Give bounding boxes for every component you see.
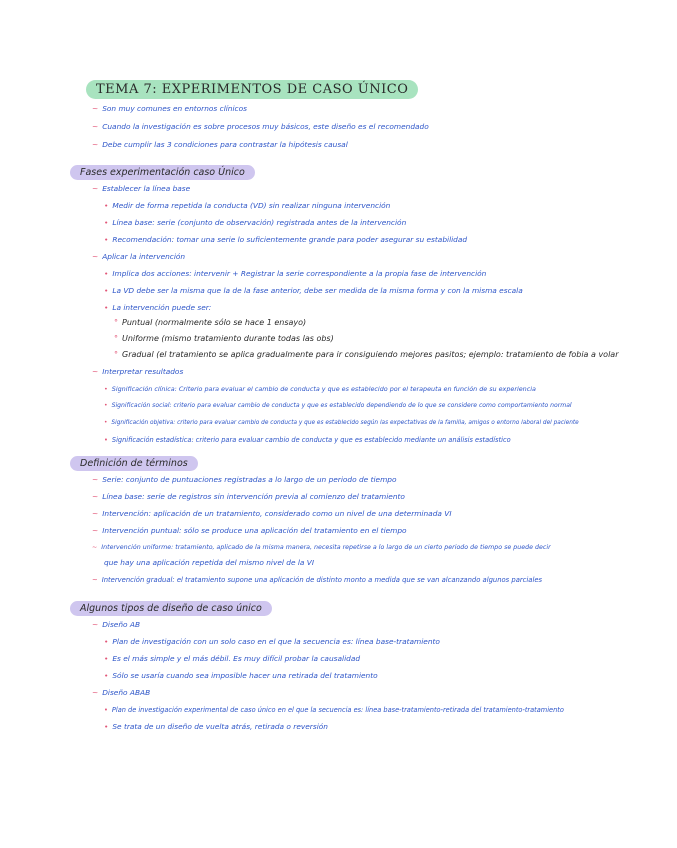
section-title-definicion: Definición de términos [70,456,198,471]
list-item: ~ Línea base: serie de registros sin intervención previa al comienzo del tratamiento [92,492,405,501]
list-item: • La VD debe ser la misma que la de la fase anterior, debe ser medida de la misma forma y con la misma escala [104,286,523,295]
list-item: ~ Diseño ABAB [92,688,151,697]
list-item: • La intervención puede ser: [104,303,212,312]
section-title-tipos: Algunos tipos de diseño de caso único [70,601,272,616]
intro-line: ~ Cuando la investigación es sobre procesos muy básicos, este diseño es el recomendado [92,122,429,131]
section-title-fases: Fases experimentación caso Único [70,165,255,180]
list-item: • Plan de investigación con un solo caso en el que la secuencia es: línea base-tratamiento [104,637,440,646]
list-item: ~ Diseño AB [92,620,141,629]
list-item: ~ Intervención gradual: el tratamiento supone una aplicación de distinto monto a medida que se van alcanzando algunos parciales [92,576,543,584]
list-item: ° Gradual (el tratamiento se aplica gradualmente para ir consiguiendo mejores pasitos; ejemplo: tratamiento de fobia a volar [114,350,619,359]
list-item: • Significación estadística: criterio para evaluar cambio de conducta y que es establecido mediante un análisis estadístico [104,436,511,444]
list-item: • Recomendación: tomar una serie lo suficientemente grande para poder asegurar su estabilidad [104,235,468,244]
list-item: • Significación clínica: Criterio para evaluar el cambio de conducta y que es establecido por el terapeuta en función de su experiencia [104,385,536,393]
list-item: • Es el más simple y el más débil. Es muy difícil probar la causalidad [104,654,361,663]
list-item: ~ Intervención puntual: sólo se produce una aplicación del tratamiento en el tiempo [92,526,407,535]
list-item: ~ Serie: conjunto de puntuaciones registradas a lo largo de un periodo de tiempo [92,475,397,484]
list-item: ° Uniforme (mismo tratamiento durante todas las obs) [114,334,334,343]
intro-line: ~ Debe cumplir las 3 condiciones para contrastar la hipótesis causal [92,140,348,149]
list-item: • Medir de forma repetida la conducta (VD) sin realizar ninguna intervención [104,201,391,210]
list-item: • Significación objetiva: criterio para evaluar cambio de conducta y que es establecido según las expectativas de la familia, amigos o entorno laboral del paciente [104,420,579,426]
list-item: • Significación social: criterio para evaluar cambio de conducta y que es establecido dependiendo de lo que se considere como comportamiento normal [104,402,572,409]
list-item: ~ Interpretar resultados [92,367,184,376]
list-item: • Se trata de un diseño de vuelta atrás, retirada o reversión [104,722,328,731]
list-item: ~ Intervención uniforme: tratamiento, aplicado de la misma manera, necesita repetirse a lo largo de un cierto periodo de tiempo se puede decir [92,544,551,551]
page-title: TEMA 7: EXPERIMENTOS DE CASO ÚNICO [86,80,418,99]
list-item: ~ Establecer la línea base [92,184,191,193]
list-item: • Plan de investigación experimental de caso único en el que la secuencia es: línea base-tratamiento-retirada del tratamiento-tratamiento [104,706,564,714]
list-item: ~ Intervención: aplicación de un tratamiento, considerado como un nivel de una determinada VI [92,509,452,518]
list-item: • Sólo se usaría cuando sea imposible hacer una retirada del tratamiento [104,671,378,680]
list-item: ° Puntual (normalmente sólo se hace 1 ensayo) [114,318,307,327]
list-item: • Línea base: serie (conjunto de observación) registrada antes de la intervención [104,218,407,227]
list-item: • Implica dos acciones: intervenir + Registrar la serie correspondiente a la propia fase de intervención [104,269,487,278]
list-item-continuation: que hay una aplicación repetida del mismo nivel de la VI [104,558,315,567]
list-item: ~ Aplicar la intervención [92,252,186,261]
intro-line: ~ Son muy comunes en entornos clínicos [92,104,247,113]
